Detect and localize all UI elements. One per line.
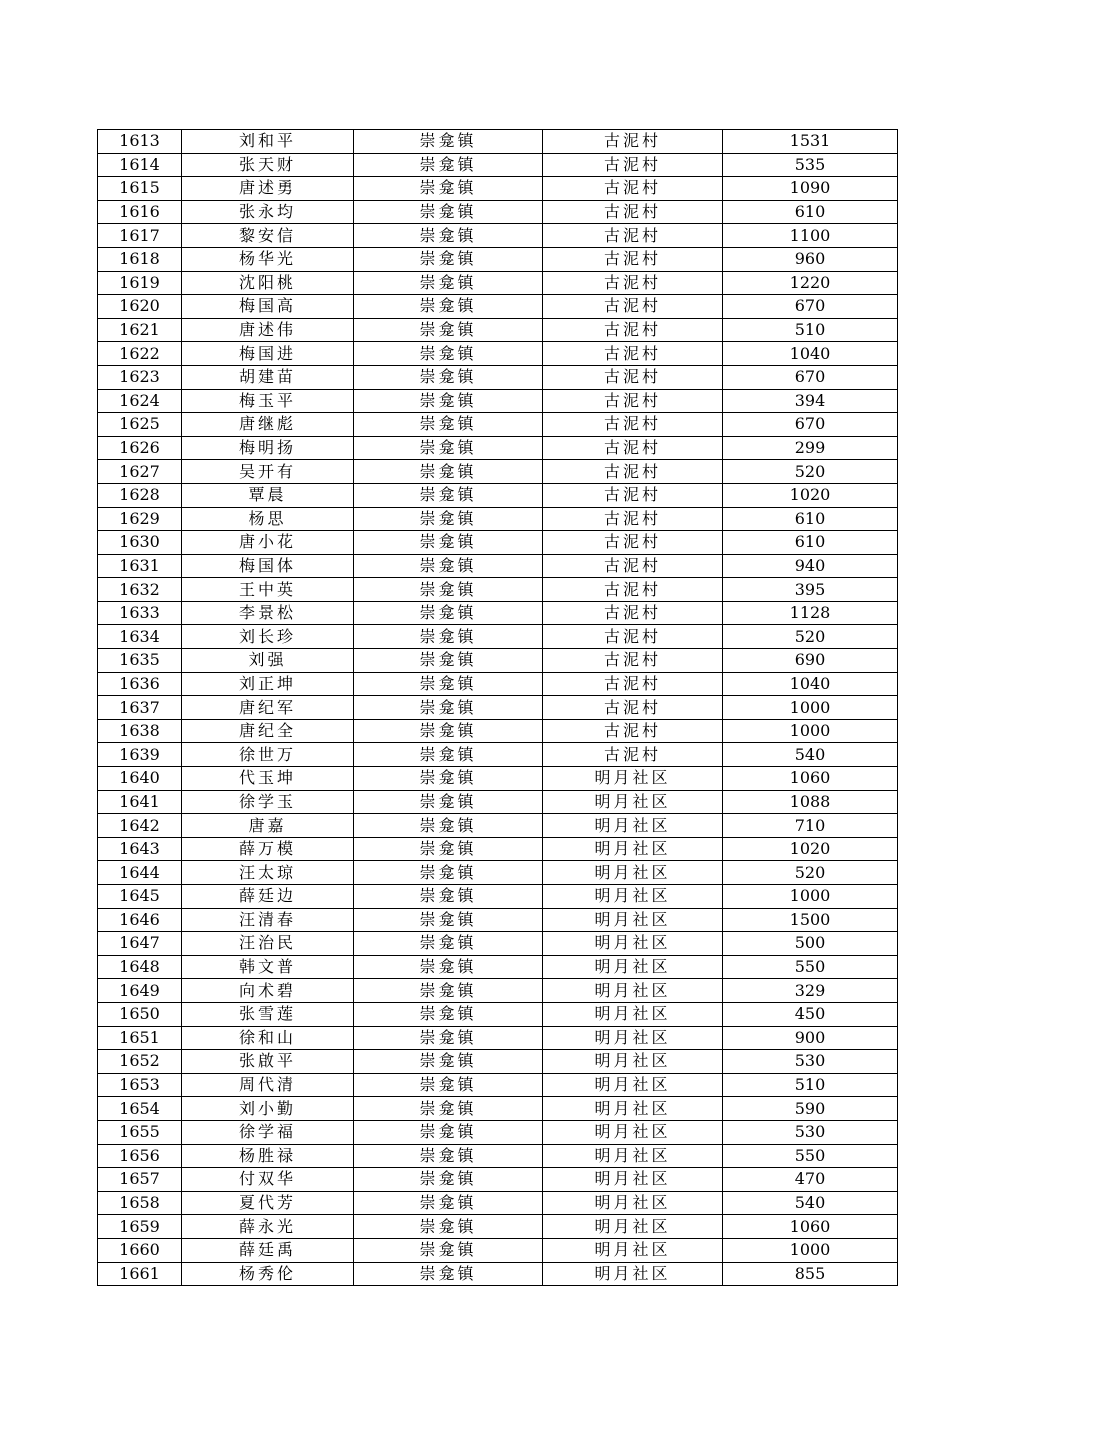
town-name-cell: 崇龛镇: [354, 1144, 543, 1168]
table-row: [98, 932, 898, 956]
person-name-cell: 徐学福: [182, 1120, 354, 1144]
town-name-cell: 崇龛镇: [354, 436, 543, 460]
amount-value-cell: 670: [723, 413, 898, 437]
row-number-cell: 1624: [98, 389, 182, 413]
table-row: [98, 1050, 898, 1074]
village-name-cell: 明月社区: [543, 932, 723, 956]
village-name-cell: 古泥村: [543, 153, 723, 177]
town-name-cell: 崇龛镇: [354, 578, 543, 602]
person-name-cell: 汪治民: [182, 932, 354, 956]
table-row: [98, 318, 898, 342]
town-name-cell: 崇龛镇: [354, 955, 543, 979]
town-name-cell: 崇龛镇: [354, 365, 543, 389]
village-name-cell: 古泥村: [543, 177, 723, 201]
town-name-cell: 崇龛镇: [354, 672, 543, 696]
person-name-cell: 覃晨: [182, 483, 354, 507]
town-name-cell: 崇龛镇: [354, 153, 543, 177]
person-name-cell: 梅明扬: [182, 436, 354, 460]
table-row: [98, 908, 898, 932]
row-number-cell: 1652: [98, 1050, 182, 1074]
village-name-cell: 古泥村: [543, 672, 723, 696]
village-name-cell: 古泥村: [543, 295, 723, 319]
row-number-cell: 1630: [98, 531, 182, 555]
person-name-cell: 梅玉平: [182, 389, 354, 413]
amount-value-cell: 1000: [723, 696, 898, 720]
amount-value-cell: 1090: [723, 177, 898, 201]
amount-value-cell: 394: [723, 389, 898, 413]
person-name-cell: 唐小花: [182, 531, 354, 555]
town-name-cell: 崇龛镇: [354, 271, 543, 295]
town-name-cell: 崇龛镇: [354, 130, 543, 154]
amount-value-cell: 329: [723, 979, 898, 1003]
town-name-cell: 崇龛镇: [354, 837, 543, 861]
table-body: [98, 130, 898, 1286]
village-name-cell: 古泥村: [543, 271, 723, 295]
row-number-cell: 1655: [98, 1120, 182, 1144]
table-row: [98, 955, 898, 979]
table-row: [98, 1262, 898, 1286]
table-row: [98, 436, 898, 460]
amount-value-cell: 540: [723, 743, 898, 767]
town-name-cell: 崇龛镇: [354, 743, 543, 767]
document-page: [97, 129, 897, 1286]
table-row: [98, 743, 898, 767]
table-row: [98, 1144, 898, 1168]
town-name-cell: 崇龛镇: [354, 1026, 543, 1050]
table-row: [98, 625, 898, 649]
row-number-cell: 1617: [98, 224, 182, 248]
amount-value-cell: 470: [723, 1168, 898, 1192]
person-name-cell: 刘长珍: [182, 625, 354, 649]
village-name-cell: 明月社区: [543, 1026, 723, 1050]
row-number-cell: 1650: [98, 1002, 182, 1026]
table-row: [98, 531, 898, 555]
row-number-cell: 1623: [98, 365, 182, 389]
table-row: [98, 672, 898, 696]
row-number-cell: 1660: [98, 1238, 182, 1262]
amount-value-cell: 590: [723, 1097, 898, 1121]
row-number-cell: 1646: [98, 908, 182, 932]
row-number-cell: 1647: [98, 932, 182, 956]
village-name-cell: 古泥村: [543, 365, 723, 389]
person-name-cell: 薛万模: [182, 837, 354, 861]
row-number-cell: 1638: [98, 719, 182, 743]
amount-value-cell: 299: [723, 436, 898, 460]
town-name-cell: 崇龛镇: [354, 601, 543, 625]
amount-value-cell: 520: [723, 460, 898, 484]
row-number-cell: 1653: [98, 1073, 182, 1097]
row-number-cell: 1634: [98, 625, 182, 649]
row-number-cell: 1632: [98, 578, 182, 602]
row-number-cell: 1654: [98, 1097, 182, 1121]
row-number-cell: 1645: [98, 885, 182, 909]
amount-value-cell: 670: [723, 365, 898, 389]
amount-value-cell: 690: [723, 649, 898, 673]
person-name-cell: 唐述勇: [182, 177, 354, 201]
row-number-cell: 1625: [98, 413, 182, 437]
person-name-cell: 薛廷禹: [182, 1238, 354, 1262]
town-name-cell: 崇龛镇: [354, 389, 543, 413]
table-row: [98, 1002, 898, 1026]
village-name-cell: 明月社区: [543, 1215, 723, 1239]
row-number-cell: 1661: [98, 1262, 182, 1286]
row-number-cell: 1614: [98, 153, 182, 177]
person-name-cell: 杨思: [182, 507, 354, 531]
table-row: [98, 483, 898, 507]
village-name-cell: 古泥村: [543, 649, 723, 673]
amount-value-cell: 550: [723, 955, 898, 979]
town-name-cell: 崇龛镇: [354, 696, 543, 720]
village-name-cell: 古泥村: [543, 342, 723, 366]
village-name-cell: 明月社区: [543, 1097, 723, 1121]
table-row: [98, 1026, 898, 1050]
table-row: [98, 696, 898, 720]
town-name-cell: 崇龛镇: [354, 247, 543, 271]
person-name-cell: 周代清: [182, 1073, 354, 1097]
row-number-cell: 1620: [98, 295, 182, 319]
amount-value-cell: 610: [723, 200, 898, 224]
row-number-cell: 1626: [98, 436, 182, 460]
table-row: [98, 130, 898, 154]
village-name-cell: 古泥村: [543, 436, 723, 460]
town-name-cell: 崇龛镇: [354, 1191, 543, 1215]
table-row: [98, 200, 898, 224]
village-name-cell: 明月社区: [543, 1050, 723, 1074]
person-name-cell: 梅国体: [182, 554, 354, 578]
village-name-cell: 古泥村: [543, 318, 723, 342]
table-row: [98, 554, 898, 578]
person-name-cell: 张天财: [182, 153, 354, 177]
row-number-cell: 1656: [98, 1144, 182, 1168]
amount-value-cell: 1000: [723, 885, 898, 909]
person-name-cell: 杨华光: [182, 247, 354, 271]
table-row: [98, 224, 898, 248]
town-name-cell: 崇龛镇: [354, 200, 543, 224]
amount-value-cell: 510: [723, 1073, 898, 1097]
town-name-cell: 崇龛镇: [354, 507, 543, 531]
person-name-cell: 汪清春: [182, 908, 354, 932]
amount-value-cell: 550: [723, 1144, 898, 1168]
amount-value-cell: 1020: [723, 837, 898, 861]
table-row: [98, 767, 898, 791]
person-name-cell: 唐纪全: [182, 719, 354, 743]
village-name-cell: 明月社区: [543, 1191, 723, 1215]
amount-value-cell: 960: [723, 247, 898, 271]
person-name-cell: 薛永光: [182, 1215, 354, 1239]
table-row: [98, 1168, 898, 1192]
person-name-cell: 汪太琼: [182, 861, 354, 885]
row-number-cell: 1635: [98, 649, 182, 673]
table-row: [98, 790, 898, 814]
table-row: [98, 177, 898, 201]
village-name-cell: 明月社区: [543, 1144, 723, 1168]
village-name-cell: 明月社区: [543, 1002, 723, 1026]
row-number-cell: 1644: [98, 861, 182, 885]
person-name-cell: 唐嘉: [182, 814, 354, 838]
row-number-cell: 1633: [98, 601, 182, 625]
table-row: [98, 271, 898, 295]
amount-value-cell: 1100: [723, 224, 898, 248]
row-number-cell: 1621: [98, 318, 182, 342]
village-name-cell: 明月社区: [543, 1262, 723, 1286]
table-row: [98, 814, 898, 838]
town-name-cell: 崇龛镇: [354, 1262, 543, 1286]
amount-value-cell: 500: [723, 932, 898, 956]
table-row: [98, 601, 898, 625]
table-row: [98, 1073, 898, 1097]
table-row: [98, 578, 898, 602]
amount-value-cell: 1220: [723, 271, 898, 295]
amount-value-cell: 710: [723, 814, 898, 838]
amount-value-cell: 395: [723, 578, 898, 602]
town-name-cell: 崇龛镇: [354, 460, 543, 484]
row-number-cell: 1622: [98, 342, 182, 366]
village-name-cell: 古泥村: [543, 625, 723, 649]
person-name-cell: 刘强: [182, 649, 354, 673]
town-name-cell: 崇龛镇: [354, 413, 543, 437]
table-row: [98, 153, 898, 177]
person-name-cell: 唐述伟: [182, 318, 354, 342]
village-name-cell: 古泥村: [543, 578, 723, 602]
village-name-cell: 古泥村: [543, 601, 723, 625]
row-number-cell: 1658: [98, 1191, 182, 1215]
amount-value-cell: 1040: [723, 672, 898, 696]
row-number-cell: 1616: [98, 200, 182, 224]
town-name-cell: 崇龛镇: [354, 531, 543, 555]
village-name-cell: 古泥村: [543, 413, 723, 437]
village-name-cell: 古泥村: [543, 389, 723, 413]
row-number-cell: 1613: [98, 130, 182, 154]
row-number-cell: 1649: [98, 979, 182, 1003]
town-name-cell: 崇龛镇: [354, 814, 543, 838]
amount-value-cell: 510: [723, 318, 898, 342]
town-name-cell: 崇龛镇: [354, 1168, 543, 1192]
town-name-cell: 崇龛镇: [354, 1238, 543, 1262]
amount-value-cell: 900: [723, 1026, 898, 1050]
person-name-cell: 刘和平: [182, 130, 354, 154]
village-name-cell: 明月社区: [543, 861, 723, 885]
amount-value-cell: 530: [723, 1050, 898, 1074]
amount-value-cell: 1128: [723, 601, 898, 625]
amount-value-cell: 855: [723, 1262, 898, 1286]
amount-value-cell: 1500: [723, 908, 898, 932]
person-name-cell: 胡建苗: [182, 365, 354, 389]
town-name-cell: 崇龛镇: [354, 318, 543, 342]
village-name-cell: 古泥村: [543, 247, 723, 271]
village-name-cell: 明月社区: [543, 1238, 723, 1262]
amount-value-cell: 450: [723, 1002, 898, 1026]
person-name-cell: 唐继彪: [182, 413, 354, 437]
row-number-cell: 1637: [98, 696, 182, 720]
row-number-cell: 1641: [98, 790, 182, 814]
person-name-cell: 黎安信: [182, 224, 354, 248]
village-name-cell: 明月社区: [543, 885, 723, 909]
town-name-cell: 崇龛镇: [354, 1097, 543, 1121]
row-number-cell: 1636: [98, 672, 182, 696]
person-name-cell: 吴开有: [182, 460, 354, 484]
person-name-cell: 梅国进: [182, 342, 354, 366]
table-row: [98, 719, 898, 743]
village-name-cell: 古泥村: [543, 483, 723, 507]
row-number-cell: 1629: [98, 507, 182, 531]
row-number-cell: 1627: [98, 460, 182, 484]
person-name-cell: 杨秀伦: [182, 1262, 354, 1286]
person-name-cell: 向术碧: [182, 979, 354, 1003]
village-name-cell: 明月社区: [543, 955, 723, 979]
row-number-cell: 1640: [98, 767, 182, 791]
village-name-cell: 明月社区: [543, 908, 723, 932]
village-name-cell: 古泥村: [543, 554, 723, 578]
person-name-cell: 刘小勤: [182, 1097, 354, 1121]
village-name-cell: 明月社区: [543, 767, 723, 791]
village-name-cell: 明月社区: [543, 1073, 723, 1097]
amount-value-cell: 1040: [723, 342, 898, 366]
table-row: [98, 1238, 898, 1262]
village-name-cell: 明月社区: [543, 837, 723, 861]
town-name-cell: 崇龛镇: [354, 790, 543, 814]
town-name-cell: 崇龛镇: [354, 224, 543, 248]
town-name-cell: 崇龛镇: [354, 932, 543, 956]
table-row: [98, 861, 898, 885]
person-name-cell: 王中英: [182, 578, 354, 602]
person-name-cell: 代玉坤: [182, 767, 354, 791]
person-name-cell: 沈阳桃: [182, 271, 354, 295]
row-number-cell: 1618: [98, 247, 182, 271]
row-number-cell: 1628: [98, 483, 182, 507]
town-name-cell: 崇龛镇: [354, 554, 543, 578]
amount-value-cell: 520: [723, 861, 898, 885]
table-row: [98, 837, 898, 861]
table-row: [98, 649, 898, 673]
table-row: [98, 365, 898, 389]
row-number-cell: 1659: [98, 1215, 182, 1239]
amount-value-cell: 530: [723, 1120, 898, 1144]
amount-value-cell: 610: [723, 507, 898, 531]
row-number-cell: 1648: [98, 955, 182, 979]
amount-value-cell: 1531: [723, 130, 898, 154]
amount-value-cell: 1020: [723, 483, 898, 507]
row-number-cell: 1657: [98, 1168, 182, 1192]
amount-value-cell: 940: [723, 554, 898, 578]
town-name-cell: 崇龛镇: [354, 1120, 543, 1144]
table-row: [98, 1191, 898, 1215]
row-number-cell: 1651: [98, 1026, 182, 1050]
table-row: [98, 1097, 898, 1121]
person-name-cell: 夏代芳: [182, 1191, 354, 1215]
amount-value-cell: 670: [723, 295, 898, 319]
person-name-cell: 韩文普: [182, 955, 354, 979]
table-row: [98, 1120, 898, 1144]
person-name-cell: 徐学玉: [182, 790, 354, 814]
village-name-cell: 古泥村: [543, 200, 723, 224]
table-row: [98, 1215, 898, 1239]
town-name-cell: 崇龛镇: [354, 979, 543, 1003]
village-name-cell: 古泥村: [543, 696, 723, 720]
person-name-cell: 梅国高: [182, 295, 354, 319]
person-name-cell: 张永均: [182, 200, 354, 224]
person-name-cell: 付双华: [182, 1168, 354, 1192]
row-number-cell: 1615: [98, 177, 182, 201]
amount-value-cell: 610: [723, 531, 898, 555]
table-row: [98, 979, 898, 1003]
town-name-cell: 崇龛镇: [354, 767, 543, 791]
town-name-cell: 崇龛镇: [354, 861, 543, 885]
row-number-cell: 1631: [98, 554, 182, 578]
town-name-cell: 崇龛镇: [354, 342, 543, 366]
village-name-cell: 古泥村: [543, 719, 723, 743]
amount-value-cell: 520: [723, 625, 898, 649]
row-number-cell: 1619: [98, 271, 182, 295]
town-name-cell: 崇龛镇: [354, 625, 543, 649]
town-name-cell: 崇龛镇: [354, 719, 543, 743]
town-name-cell: 崇龛镇: [354, 908, 543, 932]
row-number-cell: 1639: [98, 743, 182, 767]
amount-value-cell: 535: [723, 153, 898, 177]
village-name-cell: 明月社区: [543, 814, 723, 838]
person-name-cell: 张啟平: [182, 1050, 354, 1074]
person-name-cell: 徐世万: [182, 743, 354, 767]
amount-value-cell: 1000: [723, 719, 898, 743]
table-row: [98, 460, 898, 484]
person-name-cell: 徐和山: [182, 1026, 354, 1050]
town-name-cell: 崇龛镇: [354, 1215, 543, 1239]
table-row: [98, 247, 898, 271]
person-name-cell: 李景松: [182, 601, 354, 625]
town-name-cell: 崇龛镇: [354, 1002, 543, 1026]
row-number-cell: 1643: [98, 837, 182, 861]
amount-value-cell: 1088: [723, 790, 898, 814]
town-name-cell: 崇龛镇: [354, 1050, 543, 1074]
village-name-cell: 明月社区: [543, 1168, 723, 1192]
table-row: [98, 342, 898, 366]
village-name-cell: 明月社区: [543, 790, 723, 814]
town-name-cell: 崇龛镇: [354, 177, 543, 201]
village-name-cell: 古泥村: [543, 531, 723, 555]
person-name-cell: 刘正坤: [182, 672, 354, 696]
amount-value-cell: 1060: [723, 767, 898, 791]
village-name-cell: 古泥村: [543, 460, 723, 484]
village-name-cell: 明月社区: [543, 979, 723, 1003]
data-table: [97, 129, 898, 1286]
table-row: [98, 885, 898, 909]
town-name-cell: 崇龛镇: [354, 1073, 543, 1097]
town-name-cell: 崇龛镇: [354, 295, 543, 319]
town-name-cell: 崇龛镇: [354, 885, 543, 909]
village-name-cell: 古泥村: [543, 130, 723, 154]
person-name-cell: 唐纪军: [182, 696, 354, 720]
table-row: [98, 507, 898, 531]
person-name-cell: 薛廷边: [182, 885, 354, 909]
table-row: [98, 389, 898, 413]
table-row: [98, 295, 898, 319]
village-name-cell: 明月社区: [543, 1120, 723, 1144]
person-name-cell: 杨胜禄: [182, 1144, 354, 1168]
person-name-cell: 张雪莲: [182, 1002, 354, 1026]
table-row: [98, 413, 898, 437]
amount-value-cell: 540: [723, 1191, 898, 1215]
town-name-cell: 崇龛镇: [354, 649, 543, 673]
village-name-cell: 古泥村: [543, 507, 723, 531]
row-number-cell: 1642: [98, 814, 182, 838]
village-name-cell: 古泥村: [543, 743, 723, 767]
amount-value-cell: 1060: [723, 1215, 898, 1239]
village-name-cell: 古泥村: [543, 224, 723, 248]
town-name-cell: 崇龛镇: [354, 483, 543, 507]
amount-value-cell: 1000: [723, 1238, 898, 1262]
